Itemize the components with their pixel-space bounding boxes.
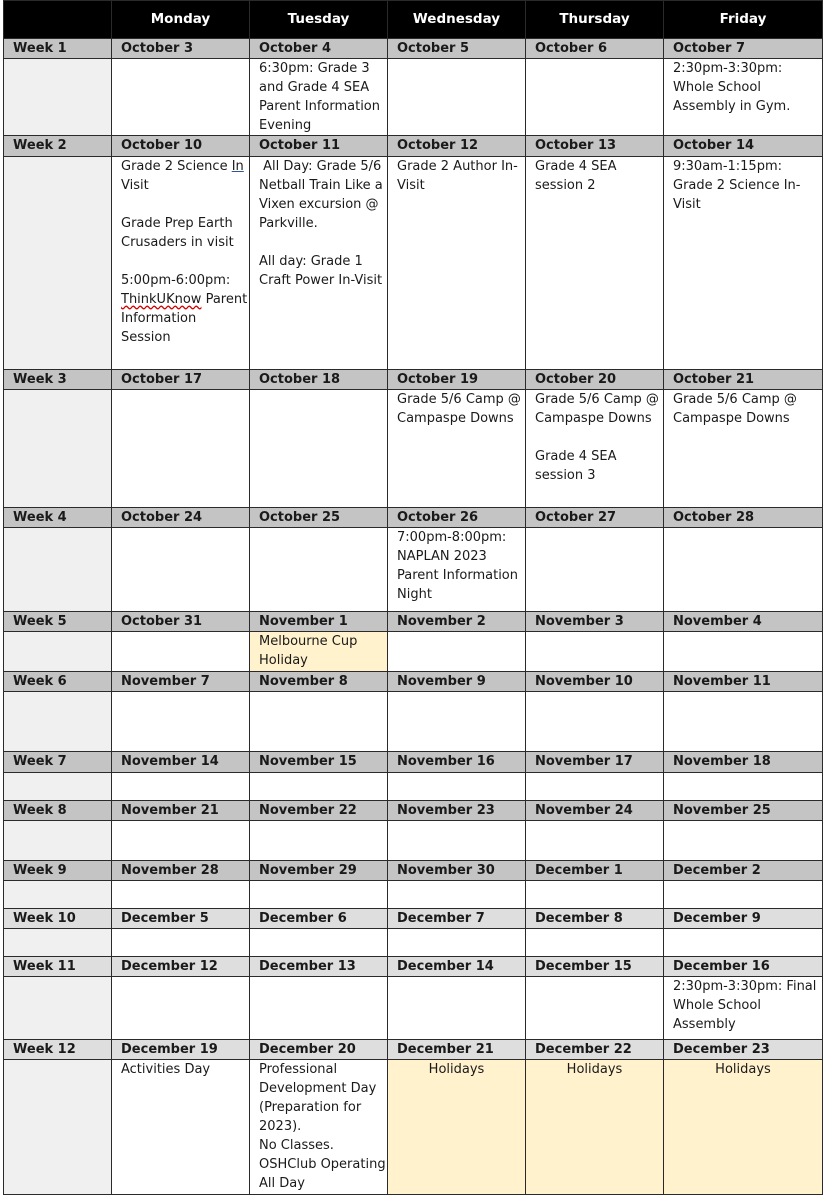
date-cell-thursday: November 24	[526, 800, 664, 820]
date-cell-friday: December 9	[664, 908, 823, 928]
event-cell-friday: Holidays	[664, 1060, 823, 1195]
week-date-row	[4, 136, 823, 156]
event-cell-tuesday: Professional Development Day (Preparation for 2023). No Classes. OSHClub Operating All Day	[250, 1060, 388, 1195]
event-cell-friday	[664, 772, 823, 800]
date-cell-thursday: November 3	[526, 612, 664, 632]
event-cell-friday	[664, 692, 823, 752]
week-events-row	[4, 632, 823, 672]
week-date-row	[4, 1040, 823, 1060]
date-cell-friday: December 23	[664, 1040, 823, 1060]
week-date-row	[4, 672, 823, 692]
week-events-row	[4, 977, 823, 1040]
event-cell-thursday	[526, 977, 664, 1040]
date-cell-friday: December 16	[664, 957, 823, 977]
date-cell-wednesday: December 14	[388, 957, 526, 977]
date-cell-monday: October 10	[112, 136, 250, 156]
week-label: Week 11	[4, 957, 112, 977]
event-cell-thursday: Grade 5/6 Camp @ Campaspe Downs Grade 4 SEA session 3	[526, 390, 664, 507]
date-cell-wednesday: November 2	[388, 612, 526, 632]
week-date-row	[4, 612, 823, 632]
week-label: Week 6	[4, 672, 112, 692]
event-cell-tuesday	[250, 820, 388, 860]
event-cell-tuesday	[250, 692, 388, 752]
date-cell-thursday: October 20	[526, 370, 664, 390]
event-cell-friday	[664, 880, 823, 908]
date-cell-friday: November 25	[664, 800, 823, 820]
event-cell-thursday	[526, 820, 664, 860]
event-cell-monday	[112, 820, 250, 860]
date-cell-monday: November 28	[112, 860, 250, 880]
date-cell-tuesday: December 6	[250, 908, 388, 928]
week-label: Week 2	[4, 136, 112, 156]
day-header-wednesday: Wednesday	[388, 1, 526, 39]
date-cell-tuesday: December 20	[250, 1040, 388, 1060]
event-cell-wednesday: Holidays	[388, 1060, 526, 1195]
event-cell-friday: Grade 5/6 Camp @ Campaspe Downs	[664, 390, 823, 507]
week-date-row	[4, 752, 823, 772]
date-cell-tuesday: October 11	[250, 136, 388, 156]
week-events-row	[4, 772, 823, 800]
date-cell-friday: December 2	[664, 860, 823, 880]
date-cell-tuesday: November 22	[250, 800, 388, 820]
event-cell-tuesday	[250, 880, 388, 908]
date-cell-wednesday: December 21	[388, 1040, 526, 1060]
week-label-spacer	[4, 59, 112, 136]
event-cell-monday	[112, 390, 250, 507]
event-cell-monday	[112, 772, 250, 800]
event-cell-friday: 2:30pm-3:30pm: Final Whole School Assembly	[664, 977, 823, 1040]
week-label: Week 4	[4, 507, 112, 527]
date-cell-tuesday: December 13	[250, 957, 388, 977]
event-cell-wednesday	[388, 59, 526, 136]
event-cell-friday	[664, 527, 823, 611]
date-cell-wednesday: November 23	[388, 800, 526, 820]
date-cell-thursday: November 10	[526, 672, 664, 692]
week-date-row	[4, 908, 823, 928]
date-cell-friday: November 4	[664, 612, 823, 632]
event-cell-wednesday	[388, 820, 526, 860]
week-label-spacer	[4, 772, 112, 800]
week-label: Week 8	[4, 800, 112, 820]
date-cell-thursday: December 1	[526, 860, 664, 880]
event-cell-thursday: Grade 4 SEA session 2	[526, 156, 664, 370]
header-corner-cell	[4, 1, 112, 39]
event-cell-thursday	[526, 632, 664, 672]
week-events-row	[4, 880, 823, 908]
date-cell-monday: October 17	[112, 370, 250, 390]
week-date-row	[4, 800, 823, 820]
event-cell-monday	[112, 632, 250, 672]
date-cell-wednesday: November 30	[388, 860, 526, 880]
event-cell-tuesday: Melbourne Cup Holiday	[250, 632, 388, 672]
week-date-row	[4, 507, 823, 527]
week-events-row	[4, 1060, 823, 1195]
date-cell-monday: December 12	[112, 957, 250, 977]
date-cell-friday: October 14	[664, 136, 823, 156]
date-cell-tuesday: October 18	[250, 370, 388, 390]
event-cell-thursday	[526, 929, 664, 957]
event-cell-friday: 2:30pm-3:30pm: Whole School Assembly in Gym.	[664, 59, 823, 136]
week-events-row	[4, 527, 823, 611]
week-label-spacer	[4, 977, 112, 1040]
date-cell-thursday: October 13	[526, 136, 664, 156]
date-cell-wednesday: November 9	[388, 672, 526, 692]
week-events-row	[4, 156, 823, 370]
week-label-spacer	[4, 390, 112, 507]
date-cell-friday: October 7	[664, 39, 823, 59]
date-cell-monday: November 14	[112, 752, 250, 772]
day-header-tuesday: Tuesday	[250, 1, 388, 39]
week-label-spacer	[4, 929, 112, 957]
date-cell-thursday: December 15	[526, 957, 664, 977]
event-cell-monday: Grade 2 Science In Visit Grade Prep Earth Crusaders in visit 5:00pm-6:00pm: ThinkUKnow Parent Information Session	[112, 156, 250, 370]
event-cell-wednesday: Grade 2 Author In-Visit	[388, 156, 526, 370]
term-calendar-table	[3, 0, 823, 1195]
week-label-spacer	[4, 156, 112, 370]
week-label: Week 5	[4, 612, 112, 632]
week-label: Week 3	[4, 370, 112, 390]
date-cell-friday: November 11	[664, 672, 823, 692]
event-cell-tuesday	[250, 929, 388, 957]
event-cell-tuesday	[250, 527, 388, 611]
date-cell-wednesday: October 19	[388, 370, 526, 390]
event-cell-wednesday: Grade 5/6 Camp @ Campaspe Downs	[388, 390, 526, 507]
event-cell-wednesday: 7:00pm-8:00pm: NAPLAN 2023 Parent Information Night	[388, 527, 526, 611]
day-header-thursday: Thursday	[526, 1, 664, 39]
event-cell-tuesday	[250, 772, 388, 800]
date-cell-wednesday: October 12	[388, 136, 526, 156]
event-cell-wednesday	[388, 929, 526, 957]
event-cell-monday	[112, 977, 250, 1040]
date-cell-thursday: November 17	[526, 752, 664, 772]
event-cell-monday	[112, 692, 250, 752]
date-cell-tuesday: November 8	[250, 672, 388, 692]
date-cell-wednesday: December 7	[388, 908, 526, 928]
event-cell-monday	[112, 880, 250, 908]
week-label-spacer	[4, 880, 112, 908]
date-cell-tuesday: October 25	[250, 507, 388, 527]
event-cell-friday	[664, 929, 823, 957]
date-cell-thursday: December 8	[526, 908, 664, 928]
day-header-friday: Friday	[664, 1, 823, 39]
event-cell-friday	[664, 820, 823, 860]
event-cell-wednesday	[388, 977, 526, 1040]
date-cell-friday: November 18	[664, 752, 823, 772]
date-cell-monday: October 24	[112, 507, 250, 527]
date-cell-monday: November 21	[112, 800, 250, 820]
event-cell-monday	[112, 527, 250, 611]
event-cell-thursday	[526, 880, 664, 908]
day-header-monday: Monday	[112, 1, 250, 39]
event-cell-thursday: Holidays	[526, 1060, 664, 1195]
event-cell-friday: 9:30am-1:15pm: Grade 2 Science In-Visit	[664, 156, 823, 370]
event-cell-wednesday	[388, 880, 526, 908]
week-events-row	[4, 390, 823, 507]
week-label: Week 7	[4, 752, 112, 772]
date-cell-friday: October 21	[664, 370, 823, 390]
date-cell-wednesday: November 16	[388, 752, 526, 772]
date-cell-monday: October 3	[112, 39, 250, 59]
date-cell-monday: October 31	[112, 612, 250, 632]
week-label: Week 9	[4, 860, 112, 880]
week-date-row	[4, 957, 823, 977]
date-cell-tuesday: November 29	[250, 860, 388, 880]
week-date-row	[4, 39, 823, 59]
week-events-row	[4, 692, 823, 752]
event-cell-tuesday	[250, 390, 388, 507]
date-cell-tuesday: November 1	[250, 612, 388, 632]
date-cell-wednesday: October 5	[388, 39, 526, 59]
week-events-row	[4, 929, 823, 957]
event-cell-thursday	[526, 59, 664, 136]
event-cell-monday: Activities Day	[112, 1060, 250, 1195]
event-cell-thursday	[526, 772, 664, 800]
week-label-spacer	[4, 632, 112, 672]
event-cell-tuesday: 6:30pm: Grade 3 and Grade 4 SEA Parent Information Evening	[250, 59, 388, 136]
week-date-row	[4, 370, 823, 390]
week-label: Week 1	[4, 39, 112, 59]
date-cell-monday: December 5	[112, 908, 250, 928]
date-cell-friday: October 28	[664, 507, 823, 527]
week-events-row	[4, 59, 823, 136]
date-cell-wednesday: October 26	[388, 507, 526, 527]
event-cell-thursday	[526, 692, 664, 752]
week-label: Week 12	[4, 1040, 112, 1060]
event-cell-monday	[112, 929, 250, 957]
week-label-spacer	[4, 692, 112, 752]
event-cell-tuesday: All Day: Grade 5/6 Netball Train Like a Vixen excursion @ Parkville. All day: Grade 1 Craft Power In-Visit	[250, 156, 388, 370]
week-label-spacer	[4, 527, 112, 611]
date-cell-monday: November 7	[112, 672, 250, 692]
date-cell-tuesday: October 4	[250, 39, 388, 59]
event-cell-wednesday	[388, 632, 526, 672]
date-cell-thursday: December 22	[526, 1040, 664, 1060]
date-cell-thursday: October 6	[526, 39, 664, 59]
week-date-row	[4, 860, 823, 880]
event-cell-thursday	[526, 527, 664, 611]
event-cell-wednesday	[388, 692, 526, 752]
event-cell-monday	[112, 59, 250, 136]
week-label-spacer	[4, 1060, 112, 1195]
week-label: Week 10	[4, 908, 112, 928]
date-cell-tuesday: November 15	[250, 752, 388, 772]
event-cell-tuesday	[250, 977, 388, 1040]
week-events-row	[4, 820, 823, 860]
week-label-spacer	[4, 820, 112, 860]
day-header-row	[4, 1, 823, 39]
date-cell-monday: December 19	[112, 1040, 250, 1060]
event-cell-friday	[664, 632, 823, 672]
date-cell-thursday: October 27	[526, 507, 664, 527]
event-cell-wednesday	[388, 772, 526, 800]
